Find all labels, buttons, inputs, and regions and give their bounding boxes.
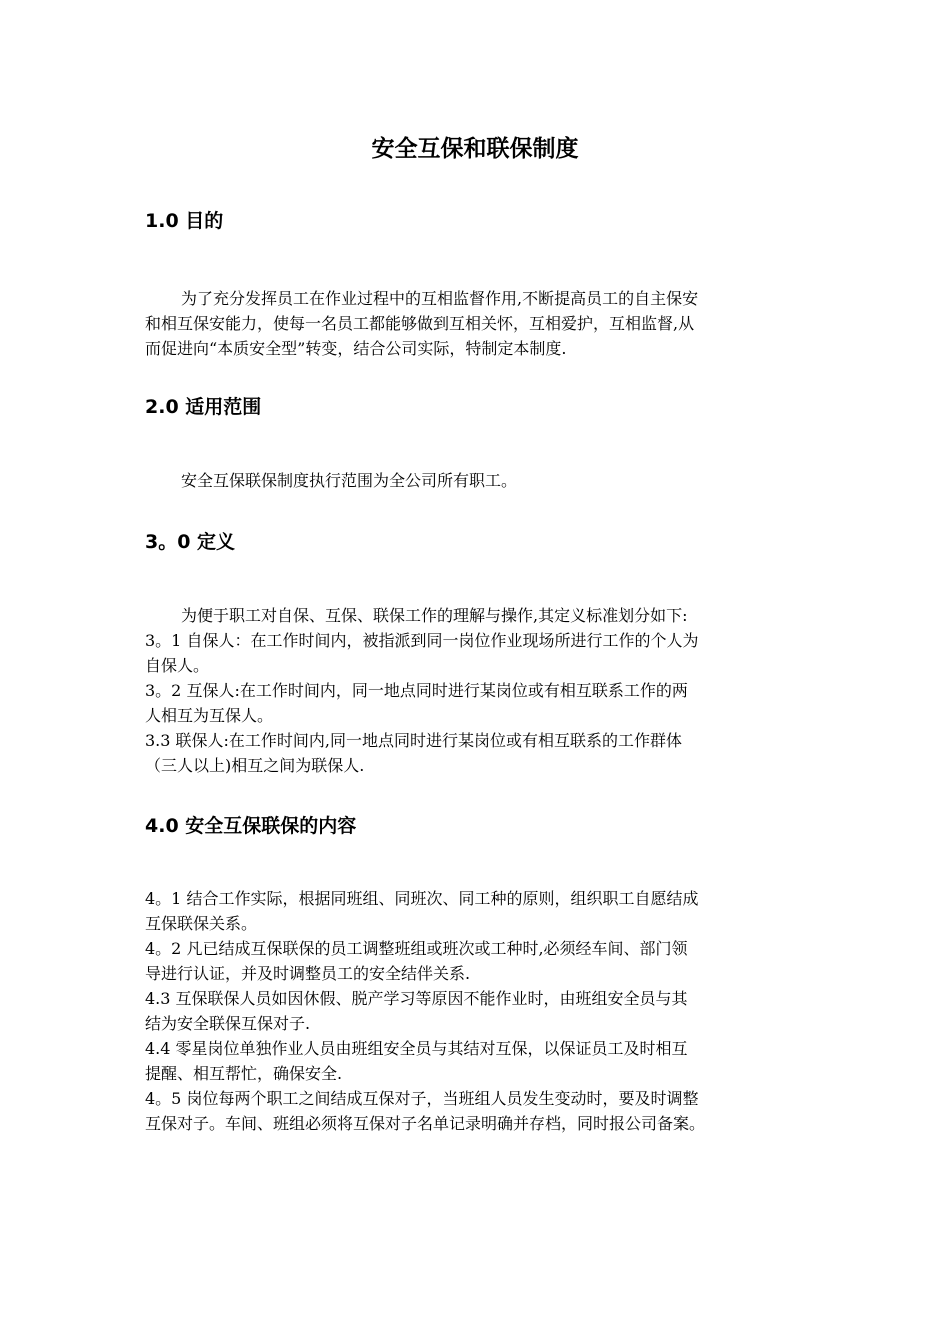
section-body-content [145,886,825,1136]
list-item: 3.3 联保人:在工作时间内,同一地点同时进行某岗位或有相互联系的工作群体 [145,731,683,750]
list-item: 4。5 岗位每两个职工之间结成互保对子，当班组人员发生变动时，要及时调整 [145,1089,699,1108]
paragraph-line: 为便于职工对自保、互保、联保工作的理解与操作,其定义标准划分如下: [181,606,688,625]
list-item: 4。2 凡已结成互保联保的员工调整班组或班次或工种时,必须经车间、部门领 [145,939,688,958]
list-item: 人相互为互保人。 [145,706,274,725]
list-item: 4。1 结合工作实际，根据同班组、同班次、同工种的原则，组织职工自愿结成 [145,889,699,908]
section-body-purpose [145,286,825,361]
list-item: 4.3 互保联保人员如因休假、脱产学习等原因不能作业时，由班组安全员与其 [145,989,688,1008]
paragraph-line: 和相互保安能力，使每一名员工都能够做到互相关怀，互相爱护，互相监督,从 [145,314,695,333]
paragraph-line: 而促进向“本质安全型”转变，结合公司实际，特制定本制度. [145,339,567,358]
section-body-scope [145,468,825,493]
list-item: （三人以上)相互之间为联保人. [145,756,365,775]
list-item: 3。1 自保人：在工作时间内，被指派到同一岗位作业现场所进行工作的个人为 [145,631,699,650]
list-item: 互保联保关系。 [145,914,258,933]
paragraph-line: 为了充分发挥员工在作业过程中的互相监督作用,不断提高员工的自主保安 [181,289,699,308]
document-title: 安全互保和联保制度 [371,136,579,162]
list-item: 4.4 零星岗位单独作业人员由班组安全员与其结对互保，以保证员工及时相互 [145,1039,688,1058]
section-heading-definitions: 3。0 定义 [145,531,236,553]
list-item: 提醒、相互帮忙，确保安全. [145,1064,343,1083]
list-item: 结为安全联保互保对子. [145,1014,311,1033]
list-item: 自保人。 [145,656,210,675]
list-item: 导进行认证，并及时调整员工的安全结伴关系. [145,964,471,983]
paragraph-line: 安全互保联保制度执行范围为全公司所有职工。 [181,471,518,490]
section-heading-purpose: 1.0 目的 [145,210,224,232]
section-body-definitions [145,603,825,778]
section-heading-content: 4.0 安全互保联保的内容 [145,815,357,837]
list-item: 互保对子。车间、班组必须将互保对子名单记录明确并存档，同时报公司备案。 [145,1114,706,1133]
list-item: 3。2 互保人:在工作时间内，同一地点同时进行某岗位或有相互联系工作的两 [145,681,688,700]
section-heading-scope: 2.0 适用范围 [145,396,262,418]
